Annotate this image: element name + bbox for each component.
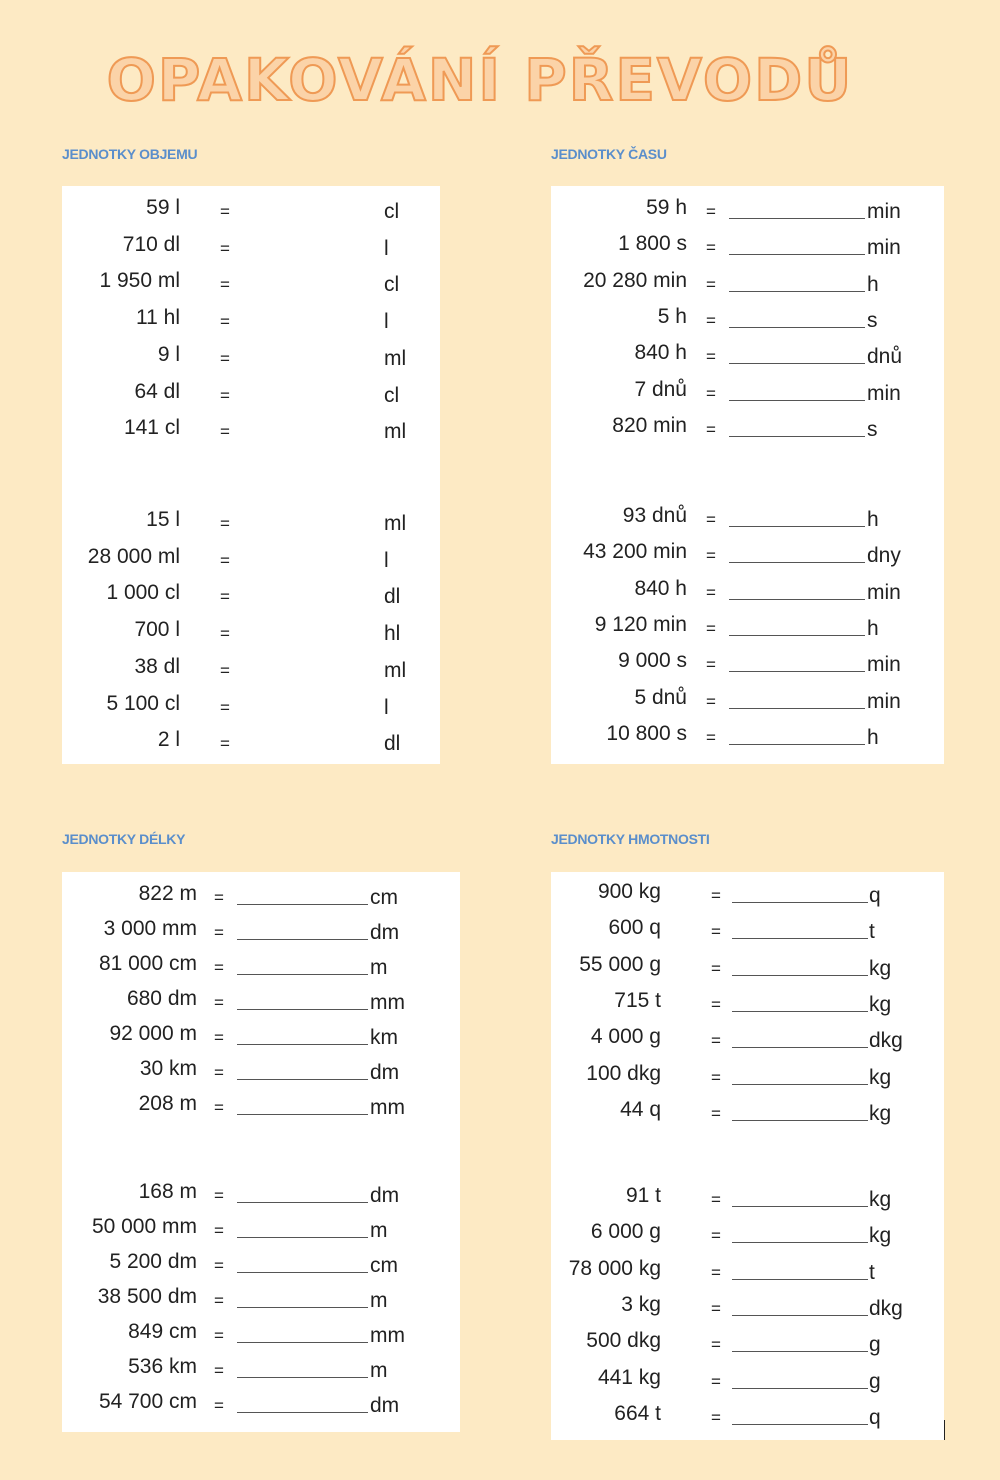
target-unit: mm [370,1324,405,1347]
conversion-row [62,692,440,722]
quantity-value: 81 000 cm [98,952,197,975]
equals-sign: = [711,958,721,978]
target-unit: q [869,1405,881,1429]
target-unit: kg [869,956,892,980]
conversion-row [62,728,440,758]
quantity-value: 5 200 dm [109,1250,197,1273]
equals-sign: = [706,419,716,439]
equals-sign: = [220,385,230,405]
equals-sign: = [214,1396,224,1415]
answer-blank[interactable] [237,1044,368,1045]
conversion-row [551,196,944,226]
conversion-row [62,508,440,538]
conversion-row [62,1022,460,1052]
target-unit: l [384,310,389,334]
target-unit: min [867,381,901,405]
target-unit: dm [370,1184,400,1207]
answer-blank[interactable] [732,1279,868,1280]
quantity-value: 500 dkg [586,1329,661,1353]
equals-sign: = [706,274,716,294]
answer-blank[interactable] [732,1351,868,1352]
target-unit: kg [869,1065,892,1089]
quantity-value: 20 280 min [583,268,687,292]
equals-sign: = [711,1335,721,1355]
target-unit: t [869,920,875,944]
equals-sign: = [220,734,230,754]
text-cursor-mark [944,1420,945,1440]
conversion-row [551,953,944,983]
target-unit: min [867,653,901,677]
answer-blank[interactable] [729,635,865,636]
conversion-row [551,613,944,643]
quantity-value: 30 km [139,1057,197,1080]
conversion-row [62,416,440,446]
conversion-row [551,378,944,408]
quantity-value: 1 950 ml [99,269,180,293]
quantity-value: 64 dl [134,379,180,403]
equals-sign: = [220,587,230,607]
target-unit: km [370,1026,398,1049]
target-unit: dm [370,1394,400,1417]
target-unit: kg [869,992,892,1016]
conversion-row [551,269,944,299]
equals-sign: = [214,958,224,977]
target-unit: ml [384,512,407,535]
section-label-delka: JEDNOTKY DÉLKY [62,831,186,847]
conversion-row [62,1320,460,1350]
section-label-cas: JEDNOTKY ČASU [551,146,667,162]
card-delka [62,872,460,1432]
quantity-value: 5 dnů [634,685,687,709]
quantity-value: 820 min [612,413,687,437]
conversion-row [551,414,944,444]
target-unit: g [869,1333,881,1357]
equals-sign: = [220,660,230,680]
answer-blank[interactable] [237,1237,368,1238]
conversion-row [62,1057,460,1087]
conversion-row [62,1180,460,1210]
equals-sign: = [706,727,716,747]
quantity-value: 840 h [634,341,687,365]
answer-blank[interactable] [237,1307,368,1308]
conversion-row [62,269,440,299]
conversion-row [551,1184,944,1214]
equals-sign: = [220,514,230,533]
conversion-row [62,306,440,336]
quantity-value: 10 800 s [606,721,687,745]
target-unit: s [867,308,878,332]
conversion-row [62,233,440,263]
conversion-row [62,1390,460,1420]
equals-sign: = [214,1326,224,1345]
target-unit: dkg [869,1296,903,1320]
answer-blank[interactable] [732,1242,868,1243]
target-unit: h [867,725,879,749]
conversion-row [62,380,440,410]
equals-sign: = [220,275,230,295]
equals-sign: = [214,1221,224,1240]
quantity-value: 38 500 dm [97,1285,197,1308]
equals-sign: = [706,383,716,403]
conversion-row [551,1025,944,1055]
conversion-row [551,1402,944,1432]
quantity-value: 849 cm [128,1320,197,1343]
answer-blank[interactable] [729,218,865,219]
card-cas [551,186,944,764]
answer-blank[interactable] [732,1120,868,1121]
quantity-value: 680 dm [126,987,197,1010]
target-unit: l [384,695,389,719]
quantity-value: 9 l [157,342,180,366]
answer-blank[interactable] [729,708,865,709]
quantity-value: 59 l [146,196,180,219]
conversion-row [62,196,440,226]
answer-blank[interactable] [729,254,865,255]
equals-sign: = [711,886,721,905]
quantity-value: 141 cl [123,416,180,440]
equals-sign: = [220,312,230,332]
equals-sign: = [711,1407,721,1427]
equals-sign: = [706,238,716,258]
answer-blank[interactable] [729,599,865,600]
section-label-objem: JEDNOTKY OBJEMU [62,146,198,162]
conversion-row [62,1355,460,1385]
equals-sign: = [706,618,716,638]
answer-blank[interactable] [237,1342,368,1343]
quantity-value: 15 l [146,508,180,531]
target-unit: h [867,272,879,296]
equals-sign: = [711,1262,721,1282]
answer-blank[interactable] [729,291,865,292]
target-unit: cm [370,1254,398,1277]
equals-sign: = [711,922,721,942]
conversion-row [551,232,944,262]
quantity-value: 3 000 mm [103,917,197,940]
equals-sign: = [706,655,716,675]
equals-sign: = [220,624,230,644]
answer-blank[interactable] [729,400,865,401]
equals-sign: = [706,310,716,330]
equals-sign: = [711,1103,721,1123]
equals-sign: = [214,1028,224,1047]
target-unit: q [869,884,881,907]
target-unit: l [384,548,389,572]
target-unit: dl [384,732,401,756]
equals-sign: = [220,550,230,570]
quantity-value: 600 q [608,916,661,940]
quantity-value: 44 q [620,1097,661,1121]
quantity-value: 91 t [625,1184,661,1207]
conversion-row [551,916,944,946]
answer-blank[interactable] [732,938,868,939]
target-unit: h [867,616,879,640]
target-unit: t [869,1260,875,1284]
quantity-value: 92 000 m [109,1022,197,1045]
quantity-value: 3 kg [621,1292,661,1316]
target-unit: kg [869,1188,892,1211]
target-unit: dnů [867,345,903,369]
target-unit: cl [384,200,400,223]
answer-blank[interactable] [729,327,865,328]
target-unit: dm [370,1061,400,1084]
quantity-value: 1 000 cl [106,581,180,605]
equals-sign: = [711,994,721,1014]
target-unit: dl [384,585,401,609]
conversion-row [551,1062,944,1092]
target-unit: l [384,236,389,260]
equals-sign: = [706,582,716,602]
equals-sign: = [706,202,716,221]
equals-sign: = [711,1298,721,1318]
answer-blank[interactable] [729,671,865,672]
conversion-row [551,686,944,716]
quantity-value: 28 000 ml [87,544,180,568]
answer-blank[interactable] [237,939,368,940]
target-unit: hl [384,622,401,646]
equals-sign: = [711,1031,721,1051]
quantity-value: 4 000 g [590,1025,661,1049]
conversion-row [551,305,944,335]
conversion-row [551,1220,944,1250]
quantity-value: 900 kg [597,880,661,903]
quantity-value: 38 dl [134,654,180,678]
target-unit: ml [384,420,407,444]
target-unit: cl [384,383,400,407]
equals-sign: = [706,691,716,711]
target-unit: min [867,236,901,260]
answer-blank[interactable] [732,1424,868,1425]
conversion-row [62,618,440,648]
conversion-row [551,1098,944,1128]
quantity-value: 536 km [128,1355,197,1378]
equals-sign: = [711,1226,721,1246]
equals-sign: = [220,238,230,258]
answer-blank[interactable] [732,1084,868,1085]
conversion-row [551,1329,944,1359]
target-unit: kg [869,1224,892,1248]
conversion-row [62,581,440,611]
equals-sign: = [214,1256,224,1275]
equals-sign: = [711,1190,721,1209]
conversion-row [62,343,440,373]
target-unit: kg [869,1101,892,1125]
equals-sign: = [214,923,224,942]
equals-sign: = [706,347,716,367]
equals-sign: = [214,1186,224,1205]
answer-blank[interactable] [729,526,865,527]
quantity-value: 664 t [614,1401,661,1425]
quantity-value: 208 m [138,1092,197,1115]
answer-blank[interactable] [732,1388,868,1389]
quantity-value: 93 dnů [622,504,687,527]
conversion-row [551,577,944,607]
quantity-value: 2 l [157,728,180,752]
answer-blank[interactable] [729,744,865,745]
conversion-row [551,504,944,534]
conversion-row [62,545,440,575]
target-unit: m [370,1359,388,1382]
answer-blank[interactable] [732,1011,868,1012]
quantity-value: 168 m [138,1180,197,1203]
equals-sign: = [711,1067,721,1087]
equals-sign: = [214,1291,224,1310]
equals-sign: = [214,1361,224,1380]
quantity-value: 78 000 kg [568,1256,661,1280]
equals-sign: = [214,993,224,1012]
answer-blank[interactable] [237,1377,368,1378]
conversion-row [551,540,944,570]
conversion-row [551,989,944,1019]
target-unit: cm [370,886,398,909]
answer-blank[interactable] [237,1202,368,1203]
target-unit: ml [384,658,407,682]
equals-sign: = [220,697,230,717]
conversion-row [551,722,944,752]
conversion-row [62,987,460,1017]
answer-blank[interactable] [237,1009,368,1010]
conversion-row [551,880,944,910]
quantity-value: 5 h [657,304,687,328]
quantity-value: 43 200 min [583,540,687,564]
answer-blank[interactable] [729,562,865,563]
quantity-value: 55 000 g [579,952,661,976]
quantity-value: 710 dl [122,232,180,256]
quantity-value: 715 t [614,988,661,1012]
quantity-value: 100 dkg [586,1061,661,1085]
equals-sign: = [706,546,716,566]
answer-blank[interactable] [732,1315,868,1316]
quantity-value: 6 000 g [590,1220,661,1244]
equals-sign: = [711,1371,721,1391]
quantity-value: 840 h [634,576,687,600]
target-unit: m [370,1219,388,1242]
equals-sign: = [220,348,230,368]
equals-sign: = [220,422,230,442]
answer-blank[interactable] [729,363,865,364]
card-hmotnost [551,872,944,1440]
target-unit: g [869,1369,881,1393]
target-unit: dkg [869,1029,903,1053]
answer-blank[interactable] [237,904,368,905]
answer-blank[interactable] [732,1047,868,1048]
quantity-value: 7 dnů [634,377,687,401]
equals-sign: = [220,202,230,221]
equals-sign: = [214,1098,224,1117]
conversion-row [551,1257,944,1287]
target-unit: mm [370,991,405,1014]
target-unit: ml [384,346,407,370]
answer-blank[interactable] [237,1079,368,1080]
conversion-row [551,649,944,679]
answer-blank[interactable] [732,1206,868,1207]
conversion-row [62,1250,460,1280]
conversion-row [62,952,460,982]
target-unit: min [867,689,901,713]
quantity-value: 54 700 cm [98,1390,197,1413]
conversion-row [62,1092,460,1122]
target-unit: dny [867,544,901,568]
answer-blank[interactable] [237,1272,368,1273]
quantity-value: 700 l [134,618,180,642]
quantity-value: 9 120 min [594,612,687,636]
card-objem [62,186,440,764]
target-unit: min [867,200,901,223]
conversion-row [551,1366,944,1396]
conversion-row [551,341,944,371]
target-unit: h [867,508,879,531]
quantity-value: 50 000 mm [91,1215,197,1238]
target-unit: min [867,580,901,604]
answer-blank[interactable] [732,975,868,976]
conversion-row [62,1285,460,1315]
target-unit: m [370,1289,388,1312]
equals-sign: = [214,1063,224,1082]
conversion-row [62,1215,460,1245]
conversion-row [62,655,440,685]
quantity-value: 441 kg [597,1365,661,1389]
target-unit: dm [370,921,400,944]
target-unit: mm [370,1096,405,1119]
conversion-row [62,882,460,912]
answer-blank[interactable] [237,974,368,975]
equals-sign: = [214,888,224,907]
conversion-row [551,1293,944,1323]
quantity-value: 1 800 s [618,232,687,256]
quantity-value: 9 000 s [618,649,687,673]
quantity-value: 5 100 cl [106,691,180,715]
quantity-value: 59 h [646,196,687,219]
answer-blank[interactable] [729,436,865,437]
target-unit: m [370,956,388,979]
answer-blank[interactable] [237,1412,368,1413]
quantity-value: 11 hl [136,306,180,330]
quantity-value: 822 m [138,882,197,905]
equals-sign: = [706,510,716,529]
page-title: OPAKOVÁNÍ PŘEVODŮ [106,46,854,114]
conversion-row [62,917,460,947]
answer-blank[interactable] [237,1114,368,1115]
target-unit: s [867,417,878,441]
answer-blank[interactable] [732,902,868,903]
target-unit: cl [384,273,400,297]
section-label-hmotnost: JEDNOTKY HMOTNOSTI [551,831,710,847]
